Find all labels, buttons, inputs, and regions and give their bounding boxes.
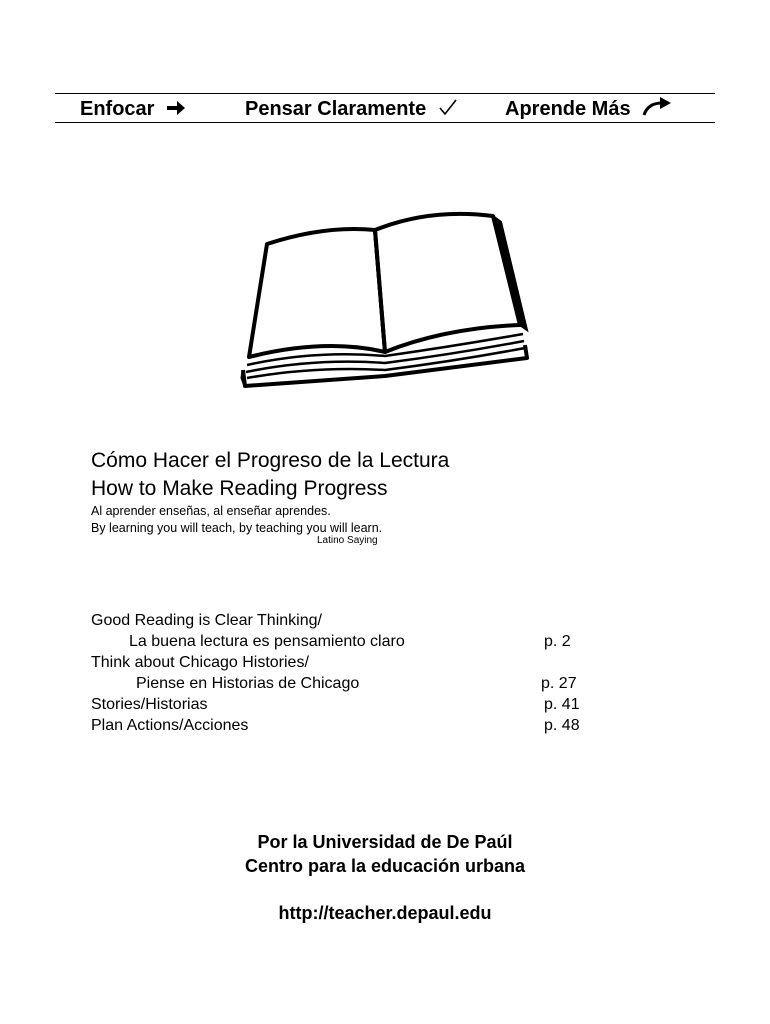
toc-entry — [91, 673, 591, 694]
title-spanish: Cómo Hacer el Progreso de la Lectura — [91, 449, 450, 472]
open-book-icon — [235, 200, 535, 400]
toc-title: Plan Actions/Acciones — [91, 717, 249, 734]
title-block — [91, 447, 449, 537]
toc-title: La buena lectura es pensamiento claro — [129, 633, 405, 650]
toc-entry — [91, 631, 591, 652]
toc-title: Good Reading is Clear Thinking/ — [91, 612, 322, 629]
header-label: Aprende Más — [505, 98, 631, 120]
checkmark-icon — [438, 96, 458, 122]
header-item-aprende — [505, 96, 672, 122]
table-of-contents — [91, 610, 591, 736]
toc-page: p. 27 — [541, 675, 577, 692]
quote-attribution: Latino Saying — [317, 535, 378, 546]
title-english: How to Make Reading Progress — [91, 477, 388, 500]
toc-entry — [91, 715, 591, 736]
header-bar — [55, 93, 715, 123]
footer-url-link[interactable]: http://teacher.depaul.edu — [278, 903, 492, 923]
quote-spanish: Al aprender enseñas, al enseñar aprendes. — [91, 504, 331, 518]
toc-page: p. 41 — [544, 696, 580, 713]
toc-title: Think about Chicago Histories/ — [91, 654, 309, 671]
toc-title: Stories/Historias — [91, 696, 208, 713]
toc-entry — [91, 610, 591, 631]
header-item-pensar — [245, 96, 458, 122]
quote-english: By learning you will teach, by teaching you will learn. — [91, 521, 383, 535]
toc-page: p. 48 — [544, 717, 580, 734]
toc-entry — [91, 652, 591, 673]
curved-arrow-icon — [642, 96, 672, 122]
footer-university: Por la Universidad de De Paúl — [257, 832, 513, 852]
toc-title: Piense en Historias de Chicago — [136, 675, 360, 692]
header-label: Pensar Claramente — [245, 98, 427, 120]
right-arrow-icon — [166, 96, 186, 122]
footer-center: Centro para la educación urbana — [244, 856, 526, 876]
header-label: Enfocar — [80, 98, 155, 120]
header-item-enfocar — [80, 96, 186, 122]
toc-entry — [91, 694, 591, 715]
toc-page: p. 2 — [544, 633, 571, 650]
